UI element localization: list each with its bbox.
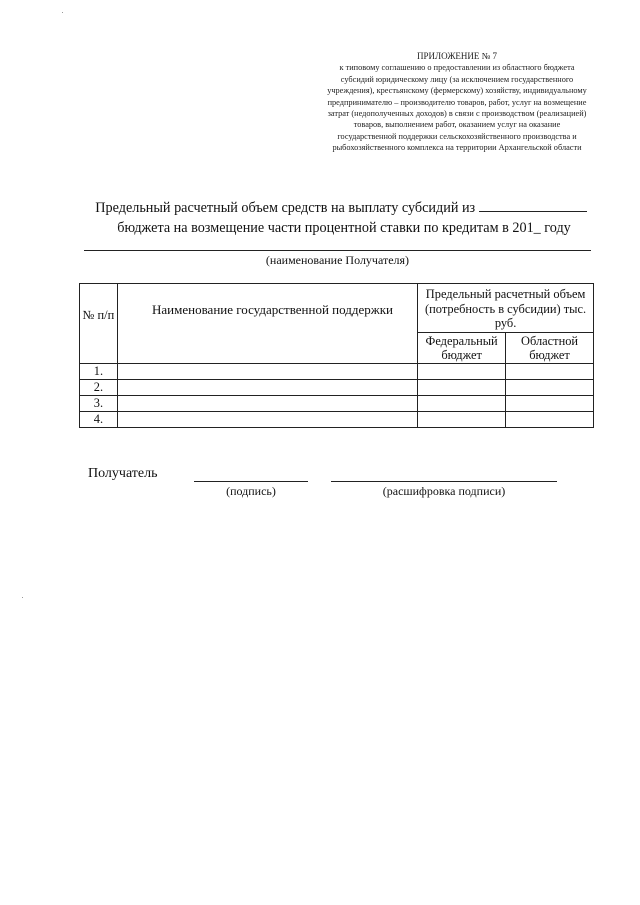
row-name-cell: [117, 380, 417, 396]
header-volume: Предельный расчетный объем (потребность в субсидии) тыс. руб.: [418, 284, 594, 333]
row-number: 1.: [80, 364, 118, 380]
row-number: 4.: [80, 412, 118, 428]
table-row: [80, 380, 594, 396]
table-row: [80, 412, 594, 428]
appendix-block: [298, 51, 616, 154]
signature-caption: (подпись): [226, 484, 276, 498]
row-regional-cell: [506, 396, 594, 412]
signer-label: Получатель: [88, 466, 158, 481]
appendix-line: учреждения), крестьянскому (фермерскому) хозяйству, индивидуальному: [327, 86, 587, 96]
appendix-line: государственной поддержки сельскохозяйственного производства и: [337, 131, 577, 141]
row-name-cell: [117, 364, 417, 380]
title-line-1: Предельный расчетный объем средств на выплату субсидий из: [95, 200, 476, 216]
appendix-line: предпринимателю – производителю товаров, работ, услуг на возмещение: [327, 97, 587, 107]
row-number: 3.: [80, 396, 118, 412]
row-federal-cell: [418, 412, 506, 428]
appendix-line: к типовому соглашению о предоставлении из областного бюджета: [339, 63, 575, 73]
row-regional-cell: [506, 364, 594, 380]
table-row: [80, 396, 594, 412]
signature-decode-caption: (расшифровка подписи): [382, 484, 506, 498]
scan-speck: [22, 597, 23, 598]
appendix-line: субсидий юридическому лицу (за исключением государственного: [340, 74, 574, 84]
budget-blank-line: [479, 198, 587, 212]
row-regional-cell: [506, 380, 594, 396]
scan-speck: [62, 12, 63, 13]
table-header-row: [80, 284, 594, 333]
row-name-cell: [117, 396, 417, 412]
header-num: № п/п: [80, 284, 118, 364]
row-federal-cell: [418, 364, 506, 380]
recipient-name-line: [84, 250, 591, 251]
row-number: 2.: [80, 380, 118, 396]
table-row: [80, 364, 594, 380]
header-federal: Федеральный бюджет: [418, 333, 506, 364]
support-table: [79, 283, 594, 428]
row-federal-cell: [418, 396, 506, 412]
document-title: [84, 198, 604, 238]
row-name-cell: [117, 412, 417, 428]
header-name: Наименование государственной поддержки: [117, 284, 417, 364]
recipient-caption: (наименование Получателя): [265, 253, 410, 267]
appendix-heading: ПРИЛОЖЕНИЕ № 7: [416, 51, 498, 61]
appendix-line: затрат (недополученных доходов) в связи с производством (реализацией): [327, 109, 587, 119]
row-regional-cell: [506, 412, 594, 428]
header-regional: Областной бюджет: [506, 333, 594, 364]
row-federal-cell: [418, 380, 506, 396]
title-line-2: бюджета на возмещение части процентной ставки по кредитам в 201_ году: [117, 220, 571, 236]
appendix-line: рыбохозяйственного комплекса на территории Архангельской области: [332, 143, 582, 153]
appendix-line: товаров, выполнением работ, оказанием услуг на оказание: [353, 120, 561, 130]
signature-line: [194, 481, 308, 482]
signature-decode-line: [331, 481, 557, 482]
